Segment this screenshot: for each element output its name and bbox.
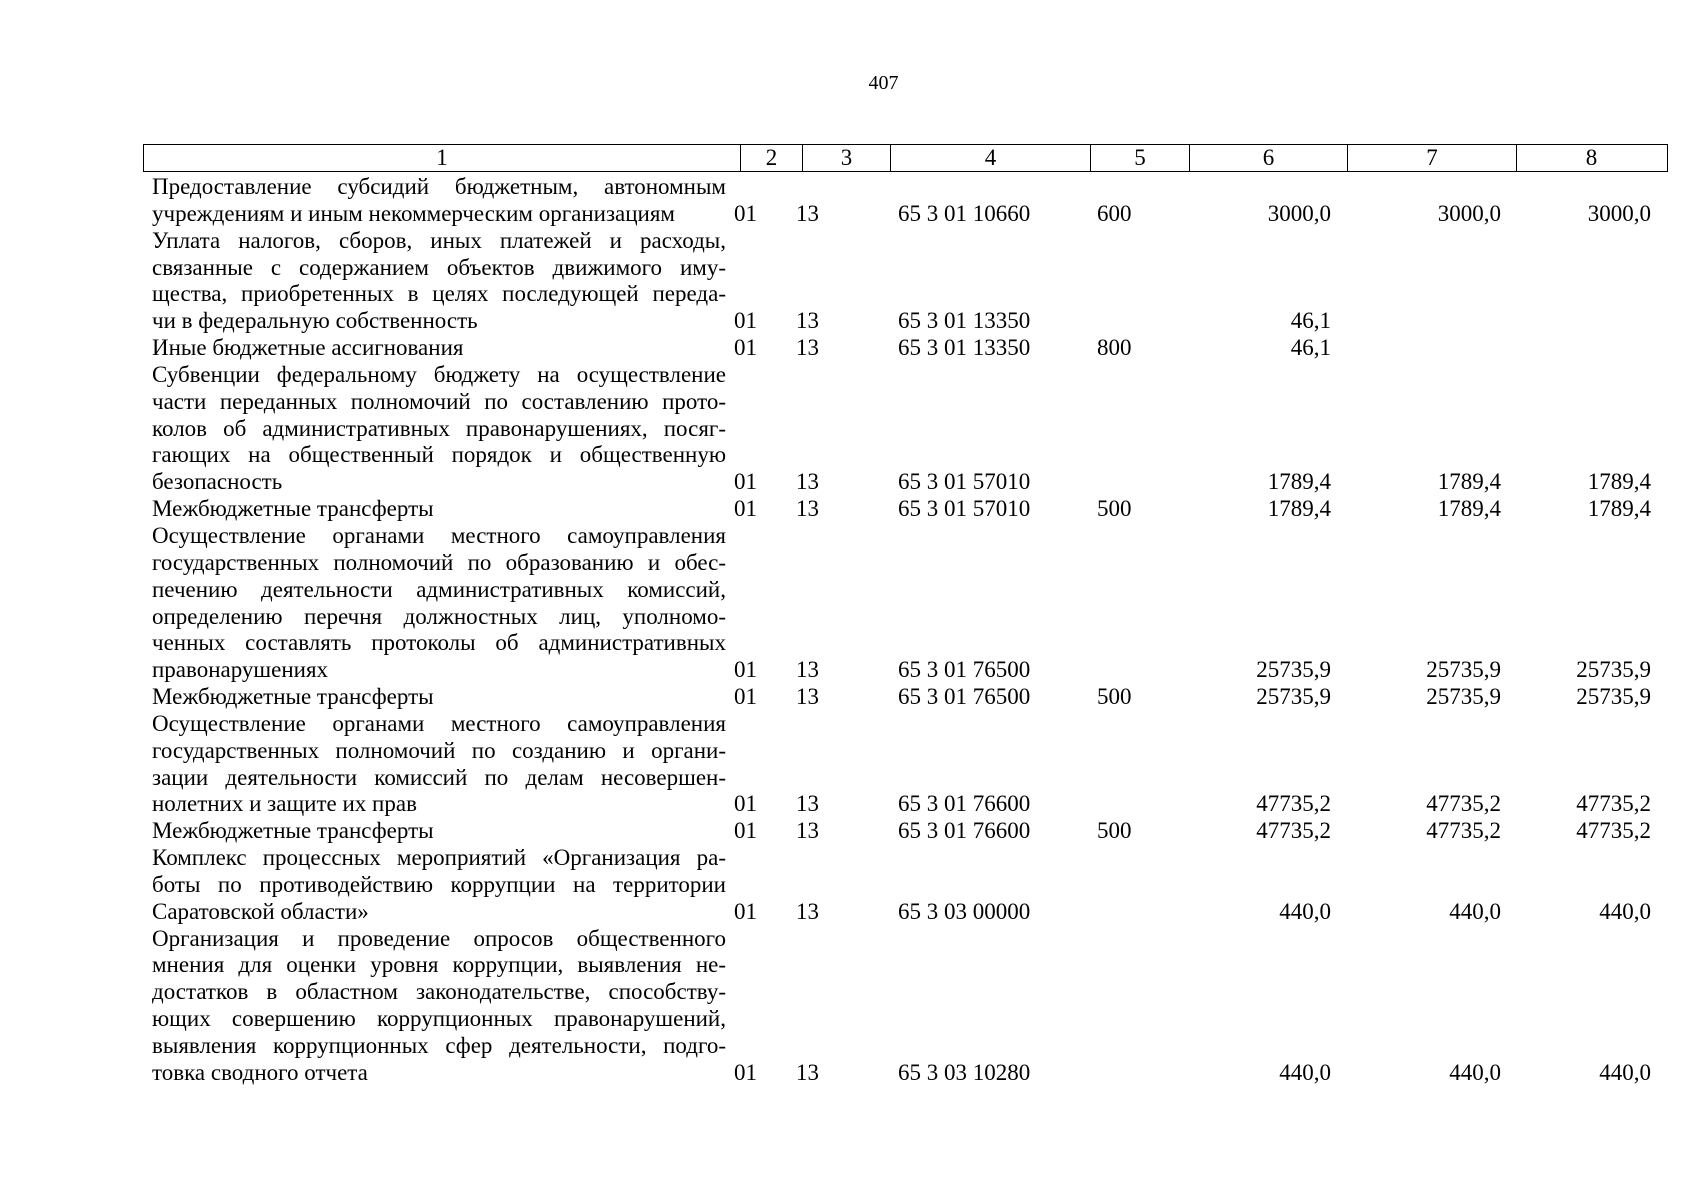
cell-col-7: 440,0 <box>1449 898 1501 924</box>
cell-col-3: 13 <box>796 308 819 334</box>
cell-col-6: 47735,2 <box>1256 791 1331 817</box>
description-line: товка сводного отчета <box>152 1059 368 1085</box>
cell-col-4: 65 3 03 10280 <box>898 1059 1031 1085</box>
cell-col-7: 47735,2 <box>1426 818 1501 844</box>
cell-col-6: 46,1 <box>1290 308 1331 334</box>
cell-col-4: 65 3 01 76500 <box>898 657 1031 683</box>
cell-col-4: 65 3 01 76600 <box>898 818 1031 844</box>
table-row <box>152 845 1668 926</box>
row-description <box>152 818 726 845</box>
table-row <box>152 818 1668 845</box>
cell-col-7: 25735,9 <box>1426 684 1501 710</box>
row-description <box>152 228 726 335</box>
cell-col-2: 01 <box>734 469 757 495</box>
cell-col-5: 500 <box>1097 496 1132 522</box>
description-line: Субвенции федеральному бюджету на осуществление <box>152 361 726 387</box>
cell-col-2: 01 <box>734 200 757 226</box>
header-col-1: 1 <box>144 145 741 171</box>
cell-col-8: 47735,2 <box>1576 791 1651 817</box>
description-line: достатков в областном законодательстве, способству- <box>152 979 726 1005</box>
cell-col-4: 65 3 01 76600 <box>898 791 1031 817</box>
description-line: ченных составлять протоколы об административных <box>152 630 726 656</box>
cell-col-8: 440,0 <box>1599 898 1651 924</box>
cell-col-8: 25735,9 <box>1576 684 1651 710</box>
cell-col-3: 13 <box>796 1059 819 1085</box>
cell-col-2: 01 <box>734 684 757 710</box>
page-number: 407 <box>868 72 899 94</box>
description-line: Межбюджетные трансферты <box>152 818 434 844</box>
table-row <box>152 711 1668 818</box>
cell-col-2: 01 <box>734 898 757 924</box>
row-description <box>152 684 726 711</box>
table-row <box>152 496 1668 523</box>
cell-col-2: 01 <box>734 818 757 844</box>
cell-col-4: 65 3 03 00000 <box>898 898 1031 924</box>
row-description <box>152 523 726 684</box>
cell-col-4: 65 3 01 57010 <box>898 469 1031 495</box>
description-line: зации деятельности комиссий по делам несовершен- <box>152 764 726 790</box>
header-col-8: 8 <box>1585 145 1598 170</box>
cell-col-8: 3000,0 <box>1587 200 1651 226</box>
cell-col-8: 440,0 <box>1599 1059 1651 1085</box>
description-line: печению деятельности административных комиссий, <box>152 576 726 602</box>
cell-col-2: 01 <box>734 791 757 817</box>
table-header <box>143 144 1668 172</box>
cell-col-7: 25735,9 <box>1426 657 1501 683</box>
table-row <box>152 335 1668 362</box>
description-line: Межбюджетные трансферты <box>152 496 434 522</box>
header-col-5: 5 <box>1091 145 1190 171</box>
description-line: боты по противодействию коррупции на территории <box>152 871 726 897</box>
description-line: Межбюджетные трансферты <box>152 684 434 710</box>
table-row <box>152 684 1668 711</box>
cell-col-3: 13 <box>796 684 819 710</box>
cell-col-8: 47735,2 <box>1576 818 1651 844</box>
cell-col-8: 1789,4 <box>1587 496 1651 522</box>
cell-col-4: 65 3 01 76500 <box>898 684 1031 710</box>
header-col-3: 3 <box>803 145 891 171</box>
cell-col-5: 800 <box>1097 335 1132 361</box>
description-line: учреждениям и иным некоммерческим организациям <box>152 200 675 226</box>
cell-col-4: 65 3 01 57010 <box>898 496 1031 522</box>
cell-col-4: 65 3 01 13350 <box>898 308 1031 334</box>
description-line: безопасность <box>152 469 283 495</box>
cell-col-7: 1789,4 <box>1437 469 1501 495</box>
header-col-7: 7 <box>1348 145 1517 171</box>
cell-col-3: 13 <box>796 496 819 522</box>
cell-col-8: 1789,4 <box>1587 469 1651 495</box>
description-line: государственных полномочий по созданию и органи- <box>152 737 726 763</box>
row-description <box>152 845 726 926</box>
description-line: нолетних и защите их прав <box>152 791 417 817</box>
cell-col-5: 500 <box>1097 818 1132 844</box>
cell-col-8: 25735,9 <box>1576 657 1651 683</box>
row-description <box>152 711 726 818</box>
description-line: гающих на общественный порядок и общественную <box>152 442 726 468</box>
row-description <box>152 335 726 362</box>
cell-col-5: 500 <box>1097 684 1132 710</box>
cell-col-6: 440,0 <box>1279 898 1331 924</box>
cell-col-3: 13 <box>796 469 819 495</box>
row-description <box>152 926 726 1087</box>
cell-col-7: 47735,2 <box>1426 791 1501 817</box>
cell-col-7: 1789,4 <box>1437 496 1501 522</box>
cell-col-6: 47735,2 <box>1256 818 1331 844</box>
table-row <box>152 228 1668 335</box>
description-line: чи в федеральную собственность <box>152 308 478 334</box>
cell-col-2: 01 <box>734 308 757 334</box>
header-col-2: 2 <box>741 145 803 171</box>
table-row <box>152 174 1668 228</box>
cell-col-6: 25735,9 <box>1256 657 1331 683</box>
cell-col-3: 13 <box>796 898 819 924</box>
row-description <box>152 174 726 228</box>
description-line: Предоставление субсидий бюджетным, автономным <box>152 174 726 199</box>
description-line: Иные бюджетные ассигнования <box>152 335 464 361</box>
cell-col-2: 01 <box>734 496 757 522</box>
cell-col-4: 65 3 01 10660 <box>898 200 1031 226</box>
description-line: правонарушениях <box>152 657 329 683</box>
description-line: Осуществление органами местного самоуправления <box>152 522 726 548</box>
description-line: Комплекс процессных мероприятий «Организация ра- <box>152 845 726 871</box>
row-description <box>152 496 726 523</box>
header-col-6: 6 <box>1190 145 1348 171</box>
cell-col-7: 440,0 <box>1449 1059 1501 1085</box>
cell-col-2: 01 <box>734 657 757 683</box>
cell-col-5: 600 <box>1097 200 1132 226</box>
description-line: Уплата налогов, сборов, иных платежей и расходы, <box>152 227 726 253</box>
header-col-4: 4 <box>891 145 1091 171</box>
table-row <box>152 523 1668 684</box>
description-line: определению перечня должностных лиц, уполномо- <box>152 603 726 629</box>
cell-col-6: 46,1 <box>1290 335 1331 361</box>
table-row <box>152 362 1668 496</box>
cell-col-3: 13 <box>796 335 819 361</box>
description-line: выявления коррупционных сфер деятельности, подго- <box>152 1033 726 1058</box>
cell-col-3: 13 <box>796 818 819 844</box>
cell-col-2: 01 <box>734 1059 757 1085</box>
description-line: мнения для оценки уровня коррупции, выявления не- <box>152 952 726 978</box>
cell-col-6: 1789,4 <box>1267 496 1331 522</box>
description-line: связанные с содержанием объектов движимого иму- <box>152 254 726 280</box>
cell-col-2: 01 <box>734 335 757 361</box>
row-description <box>152 362 726 496</box>
description-line: части переданных полномочий по составлению прото- <box>152 388 726 414</box>
description-line: Саратовской области» <box>152 898 369 924</box>
description-line: колов об административных правонарушениях, посяг- <box>152 415 726 441</box>
table-row <box>152 926 1668 1087</box>
cell-col-7: 3000,0 <box>1437 200 1501 226</box>
description-line: государственных полномочий по образованию и обес- <box>152 549 726 575</box>
cell-col-4: 65 3 01 13350 <box>898 335 1031 361</box>
cell-col-6: 3000,0 <box>1267 200 1331 226</box>
cell-col-3: 13 <box>796 200 819 226</box>
description-line: ющих совершению коррупционных правонарушений, <box>152 1006 726 1032</box>
cell-col-3: 13 <box>796 791 819 817</box>
description-line: Организация и проведение опросов общественного <box>152 925 726 951</box>
cell-col-6: 1789,4 <box>1267 469 1331 495</box>
cell-col-6: 25735,9 <box>1256 684 1331 710</box>
table-body <box>152 174 1668 1087</box>
cell-col-3: 13 <box>796 657 819 683</box>
description-line: Осуществление органами местного самоуправления <box>152 710 726 736</box>
cell-col-6: 440,0 <box>1279 1059 1331 1085</box>
description-line: щества, приобретенных в целях последующей переда- <box>152 281 726 307</box>
